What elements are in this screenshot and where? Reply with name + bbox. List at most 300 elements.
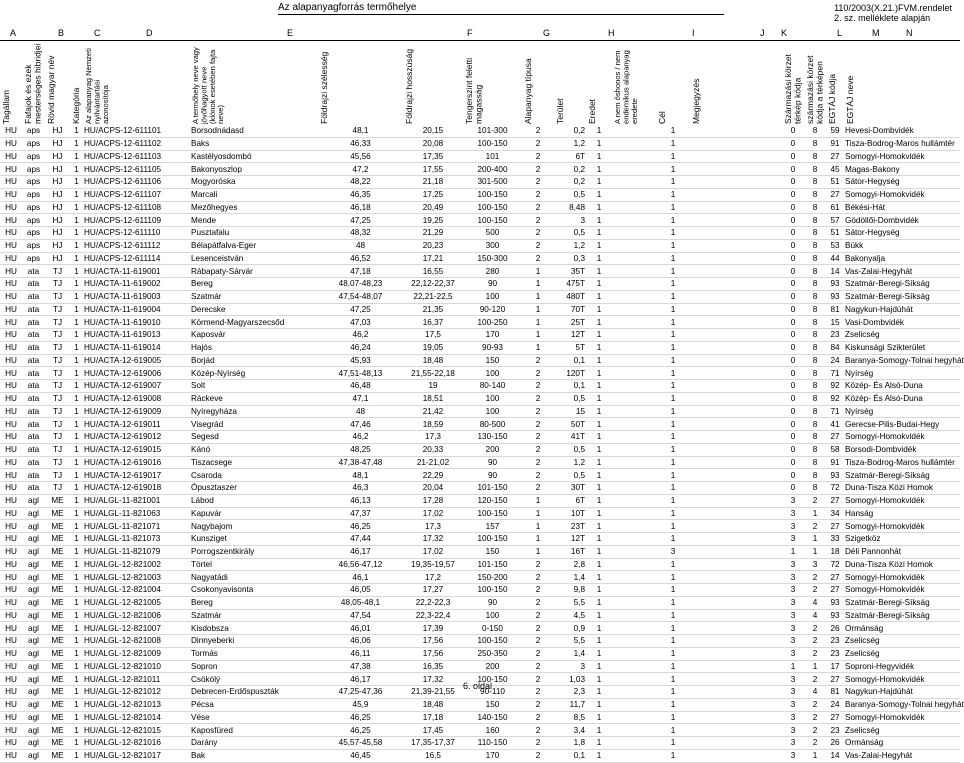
table-cell: 1 bbox=[586, 443, 612, 456]
table-cell: 2 bbox=[522, 201, 554, 214]
table-cell: ata bbox=[22, 278, 45, 291]
table-cell: TJ bbox=[45, 380, 70, 393]
table-cell: 2 bbox=[522, 584, 554, 597]
table-cell: 0 bbox=[782, 176, 804, 189]
table-cell: 17,27 bbox=[403, 584, 463, 597]
table-cell: 16,5 bbox=[403, 749, 463, 762]
table-cell: 24 bbox=[826, 354, 844, 367]
table-cell: 20,04 bbox=[403, 482, 463, 495]
table-cell: 0,2 bbox=[554, 176, 586, 189]
table-cell: 1 bbox=[586, 418, 612, 431]
table-cell: 21-21,02 bbox=[403, 456, 463, 469]
table-cell: 1 bbox=[70, 227, 83, 240]
column-letter-k: K bbox=[781, 28, 788, 38]
table-cell: Vas-Zalai-Hegyhát bbox=[844, 749, 960, 762]
table-cell: 47,25 bbox=[318, 303, 403, 316]
table-cell: 150 bbox=[463, 354, 522, 367]
table-cell: HU/ACPS-12-611110 bbox=[83, 227, 190, 240]
table-cell: Duna-Tisza Közi Homok bbox=[844, 558, 960, 571]
table-cell: 100-150 bbox=[463, 635, 522, 648]
table-cell: 475T bbox=[554, 278, 586, 291]
table-cell: Marcali bbox=[190, 188, 318, 201]
table-cell: 100-150 bbox=[463, 214, 522, 227]
table-cell: Somogyi-Homokvidék bbox=[844, 431, 960, 444]
table-row bbox=[0, 507, 960, 520]
table-cell: 4 bbox=[804, 609, 826, 622]
table-cell: HU bbox=[0, 354, 22, 367]
table-cell: HJ bbox=[45, 227, 70, 240]
table-cell: agl bbox=[22, 609, 45, 622]
table-cell: ME bbox=[45, 571, 70, 584]
table-cell: HU bbox=[0, 494, 22, 507]
table-cell: 26 bbox=[826, 737, 844, 750]
table-cell: 2 bbox=[522, 749, 554, 762]
table-cell: 1 bbox=[70, 749, 83, 762]
table-cell: 2 bbox=[522, 227, 554, 240]
table-cell: HU/ALGL-12-821015 bbox=[83, 724, 190, 737]
table-cell: 1 bbox=[70, 239, 83, 252]
table-cell: 2 bbox=[804, 520, 826, 533]
table-cell: 27 bbox=[826, 673, 844, 686]
table-cell: 1,2 bbox=[554, 456, 586, 469]
table-cell: 3 bbox=[554, 214, 586, 227]
table-cell bbox=[612, 482, 656, 495]
table-cell: 2 bbox=[522, 252, 554, 265]
table-cell bbox=[612, 494, 656, 507]
table-cell: 48,32 bbox=[318, 227, 403, 240]
table-cell: HU/ACPS-12-611114 bbox=[83, 252, 190, 265]
table-cell bbox=[690, 367, 782, 380]
table-cell: 1 bbox=[70, 533, 83, 546]
table-cell: 91 bbox=[826, 456, 844, 469]
table-cell: 200 bbox=[463, 660, 522, 673]
table-cell: Körmend-Magyarszecsőd bbox=[190, 316, 318, 329]
table-cell: Szatmár-Beregi-Síkság bbox=[844, 290, 960, 303]
table-cell: 0 bbox=[782, 469, 804, 482]
table-cell: Pusztafalu bbox=[190, 227, 318, 240]
table-cell bbox=[690, 520, 782, 533]
table-cell: 500 bbox=[463, 227, 522, 240]
table-cell: 2 bbox=[522, 686, 554, 699]
table-cell: 1 bbox=[586, 303, 612, 316]
table-cell: 3 bbox=[782, 686, 804, 699]
table-cell: agl bbox=[22, 622, 45, 635]
table-cell: Kapuvár bbox=[190, 507, 318, 520]
table-cell: HU/ALGL-12-821012 bbox=[83, 686, 190, 699]
table-cell: HU bbox=[0, 252, 22, 265]
table-cell: 17,32 bbox=[403, 533, 463, 546]
table-cell: 46,35 bbox=[318, 188, 403, 201]
table-cell bbox=[612, 405, 656, 418]
table-cell: HU/ACTA-12-619018 bbox=[83, 482, 190, 495]
table-cell: 0 bbox=[782, 456, 804, 469]
table-cell: Lesenceistván bbox=[190, 252, 318, 265]
table-cell: Pécsa bbox=[190, 698, 318, 711]
table-cell: 1 bbox=[70, 316, 83, 329]
table-cell: 46,52 bbox=[318, 252, 403, 265]
column-letter-e: E bbox=[287, 28, 294, 38]
table-cell: 1 bbox=[586, 456, 612, 469]
table-cell: HU bbox=[0, 533, 22, 546]
column-header-4: Kategória bbox=[71, 87, 81, 124]
table-cell: Ormánság bbox=[844, 737, 960, 750]
table-cell: ME bbox=[45, 507, 70, 520]
table-cell: 47,2 bbox=[318, 163, 403, 176]
table-cell: Nagybajom bbox=[190, 520, 318, 533]
table-cell: Ópusztaszer bbox=[190, 482, 318, 495]
table-cell: 1 bbox=[70, 303, 83, 316]
table-row bbox=[0, 724, 960, 737]
table-cell: 17,21 bbox=[403, 252, 463, 265]
table-cell: ata bbox=[22, 303, 45, 316]
table-cell: HJ bbox=[45, 239, 70, 252]
table-cell: 1 bbox=[656, 673, 690, 686]
table-cell: 1 bbox=[70, 354, 83, 367]
table-cell: 1 bbox=[656, 431, 690, 444]
table-cell: 46,45 bbox=[318, 749, 403, 762]
table-cell: HU/ACPS-12-611107 bbox=[83, 188, 190, 201]
table-cell: HU/ALGL-11-821079 bbox=[83, 545, 190, 558]
table-cell: ME bbox=[45, 698, 70, 711]
table-cell: 1 bbox=[656, 584, 690, 597]
table-cell: 81 bbox=[826, 303, 844, 316]
table-cell: 3 bbox=[656, 545, 690, 558]
table-cell: HU bbox=[0, 188, 22, 201]
table-cell: 18,48 bbox=[403, 698, 463, 711]
column-header-1: Tagállam bbox=[1, 89, 11, 124]
table-cell bbox=[612, 354, 656, 367]
table-cell bbox=[612, 341, 656, 354]
table-cell: Nyírség bbox=[844, 367, 960, 380]
table-cell: 1 bbox=[70, 214, 83, 227]
table-cell: HU bbox=[0, 520, 22, 533]
table-cell: TJ bbox=[45, 341, 70, 354]
table-cell: 9,8 bbox=[554, 584, 586, 597]
table-cell: Solt bbox=[190, 380, 318, 393]
table-cell bbox=[612, 125, 656, 137]
table-cell: Ormánság bbox=[844, 622, 960, 635]
table-cell: ata bbox=[22, 392, 45, 405]
table-cell: 41T bbox=[554, 431, 586, 444]
table-row bbox=[0, 265, 960, 278]
column-letter-i: I bbox=[692, 28, 695, 38]
table-cell: 8 bbox=[804, 354, 826, 367]
table-cell: 48 bbox=[318, 405, 403, 418]
table-cell: 2 bbox=[522, 188, 554, 201]
column-header-17: származási körzet kódja a térképen bbox=[805, 55, 825, 124]
table-cell: 8 bbox=[804, 405, 826, 418]
table-cell: 0 bbox=[782, 431, 804, 444]
table-row bbox=[0, 520, 960, 533]
table-cell: 1 bbox=[656, 558, 690, 571]
table-cell: 23 bbox=[826, 647, 844, 660]
table-cell: 46,24 bbox=[318, 341, 403, 354]
table-cell: 8,48 bbox=[554, 201, 586, 214]
table-cell: 18,48 bbox=[403, 354, 463, 367]
table-cell: 200 bbox=[463, 443, 522, 456]
table-cell: aps bbox=[22, 227, 45, 240]
table-cell bbox=[612, 456, 656, 469]
table-cell: 1 bbox=[586, 660, 612, 673]
table-cell: HU bbox=[0, 176, 22, 189]
table-cell: 47,25 bbox=[318, 214, 403, 227]
table-cell: 51 bbox=[826, 227, 844, 240]
table-cell: 130-150 bbox=[463, 431, 522, 444]
table-cell bbox=[612, 571, 656, 584]
table-cell: 91 bbox=[826, 137, 844, 150]
table-row bbox=[0, 227, 960, 240]
table-cell: 46,25 bbox=[318, 724, 403, 737]
table-cell: 1 bbox=[522, 290, 554, 303]
table-cell bbox=[690, 698, 782, 711]
table-cell: Vas-Zalai-Hegyhát bbox=[844, 265, 960, 278]
column-letter-g: G bbox=[543, 28, 551, 38]
table-cell: 27 bbox=[826, 571, 844, 584]
table-cell bbox=[690, 380, 782, 393]
table-cell: 100 bbox=[463, 290, 522, 303]
table-cell: 2 bbox=[522, 418, 554, 431]
table-cell: 47,54-48,07 bbox=[318, 290, 403, 303]
table-cell bbox=[690, 482, 782, 495]
table-cell: 2 bbox=[804, 622, 826, 635]
table-cell: 17,55 bbox=[403, 163, 463, 176]
table-cell: HU/ACPS-12-611105 bbox=[83, 163, 190, 176]
table-cell: Törtel bbox=[190, 558, 318, 571]
table-cell: 47,46 bbox=[318, 418, 403, 431]
table-cell: 2 bbox=[522, 698, 554, 711]
table-cell: 17,32 bbox=[403, 673, 463, 686]
table-cell bbox=[690, 418, 782, 431]
table-cell: 46,11 bbox=[318, 647, 403, 660]
table-cell bbox=[690, 316, 782, 329]
table-cell: agl bbox=[22, 647, 45, 660]
table-cell: 0 bbox=[782, 367, 804, 380]
table-cell bbox=[690, 494, 782, 507]
table-cell: 20,08 bbox=[403, 137, 463, 150]
table-row bbox=[0, 622, 960, 635]
table-cell: 20,49 bbox=[403, 201, 463, 214]
table-cell: 8 bbox=[804, 239, 826, 252]
table-cell: 6T bbox=[554, 150, 586, 163]
table-cell: 1 bbox=[656, 520, 690, 533]
table-cell: 90 bbox=[463, 456, 522, 469]
table-cell: 160 bbox=[463, 724, 522, 737]
table-cell: 1 bbox=[656, 507, 690, 520]
table-cell: 8 bbox=[804, 265, 826, 278]
table-cell: 6T bbox=[554, 494, 586, 507]
table-cell: 14 bbox=[826, 749, 844, 762]
table-cell: 1 bbox=[804, 507, 826, 520]
table-cell: 1 bbox=[70, 380, 83, 393]
table-cell: 120T bbox=[554, 367, 586, 380]
table-cell: 2 bbox=[522, 609, 554, 622]
table-cell: TJ bbox=[45, 405, 70, 418]
table-cell: Kastélyosdombó bbox=[190, 150, 318, 163]
table-cell: 27 bbox=[826, 711, 844, 724]
table-cell bbox=[690, 265, 782, 278]
table-cell: HU bbox=[0, 201, 22, 214]
table-cell: 17 bbox=[826, 660, 844, 673]
table-cell: 170 bbox=[463, 749, 522, 762]
table-cell: TJ bbox=[45, 469, 70, 482]
column-header-18: EGTÁJ kódja bbox=[827, 73, 837, 124]
table-cell: TJ bbox=[45, 367, 70, 380]
table-cell: 1 bbox=[656, 711, 690, 724]
table-cell: Bereg bbox=[190, 278, 318, 291]
column-letter-a: A bbox=[10, 28, 17, 38]
table-cell: agl bbox=[22, 545, 45, 558]
table-cell: HU bbox=[0, 418, 22, 431]
table-cell: 1 bbox=[70, 622, 83, 635]
table-cell: 0,1 bbox=[554, 749, 586, 762]
column-header-8: Földrajzi hosszúság bbox=[404, 48, 414, 124]
table-cell: Somogyi-Homokvidék bbox=[844, 188, 960, 201]
table-cell: 1 bbox=[656, 533, 690, 546]
table-cell: 1 bbox=[70, 150, 83, 163]
table-cell: 46,2 bbox=[318, 431, 403, 444]
table-cell: 100-150 bbox=[463, 673, 522, 686]
table-cell: ata bbox=[22, 456, 45, 469]
table-cell: 8 bbox=[804, 316, 826, 329]
table-cell: ata bbox=[22, 469, 45, 482]
table-cell: 46,13 bbox=[318, 494, 403, 507]
table-cell: ME bbox=[45, 596, 70, 609]
table-cell: 1 bbox=[70, 647, 83, 660]
table-cell: HU/ACTA-12-619016 bbox=[83, 456, 190, 469]
table-cell: aps bbox=[22, 125, 45, 137]
table-cell: 2 bbox=[804, 571, 826, 584]
table-cell: HU bbox=[0, 163, 22, 176]
table-cell: Somogyi-Homokvidék bbox=[844, 584, 960, 597]
table-cell: HU bbox=[0, 405, 22, 418]
table-cell: ME bbox=[45, 533, 70, 546]
table-cell: 1 bbox=[804, 749, 826, 762]
table-cell: 72 bbox=[826, 482, 844, 495]
table-cell: Somogyi-Homokvidék bbox=[844, 673, 960, 686]
table-cell: Hanság bbox=[844, 507, 960, 520]
table-cell: HU/ACTA-11-619003 bbox=[83, 290, 190, 303]
table-cell: 48,05-48,1 bbox=[318, 596, 403, 609]
table-cell: aps bbox=[22, 137, 45, 150]
table-cell: 1 bbox=[586, 201, 612, 214]
table-cell: 1 bbox=[586, 686, 612, 699]
table-cell: 23 bbox=[826, 329, 844, 342]
table-cell: Békési-Hát bbox=[844, 201, 960, 214]
table-cell: 1 bbox=[70, 456, 83, 469]
table-cell: 27 bbox=[826, 520, 844, 533]
table-cell: 1 bbox=[70, 252, 83, 265]
table-cell: HU/ALGL-12-821017 bbox=[83, 749, 190, 762]
table-cell: 140-150 bbox=[463, 711, 522, 724]
table-row bbox=[0, 584, 960, 597]
table-cell: 8 bbox=[804, 469, 826, 482]
table-cell: 1 bbox=[522, 329, 554, 342]
table-cell bbox=[690, 214, 782, 227]
table-row bbox=[0, 239, 960, 252]
table-row bbox=[0, 125, 960, 137]
table-row bbox=[0, 609, 960, 622]
table-cell: 1 bbox=[782, 545, 804, 558]
table-cell: 2 bbox=[522, 482, 554, 495]
table-cell: Vasi-Dombvidék bbox=[844, 316, 960, 329]
table-cell: 1,4 bbox=[554, 571, 586, 584]
table-cell: Kiskunsági Szikterület bbox=[844, 341, 960, 354]
table-row bbox=[0, 278, 960, 291]
table-cell: 8 bbox=[804, 150, 826, 163]
table-cell: 100 bbox=[463, 609, 522, 622]
table-cell: 8 bbox=[804, 482, 826, 495]
table-cell: 2 bbox=[522, 443, 554, 456]
table-cell: HU bbox=[0, 125, 22, 137]
table-cell: TJ bbox=[45, 418, 70, 431]
table-cell: 1 bbox=[656, 201, 690, 214]
table-cell: 1 bbox=[70, 341, 83, 354]
table-cell: 2 bbox=[522, 137, 554, 150]
table-cell: Tisza-Bodrog-Maros hullámtér bbox=[844, 456, 960, 469]
table-cell: 1 bbox=[656, 494, 690, 507]
table-cell bbox=[690, 188, 782, 201]
table-cell: 1 bbox=[804, 545, 826, 558]
table-row bbox=[0, 367, 960, 380]
doc-ref-line1: 110/2003(X.21.)FVM.rendelet bbox=[834, 3, 952, 13]
table-cell: TJ bbox=[45, 431, 70, 444]
table-cell: HU bbox=[0, 239, 22, 252]
table-cell: 1 bbox=[70, 698, 83, 711]
table-cell bbox=[612, 201, 656, 214]
table-cell: 1 bbox=[70, 482, 83, 495]
table-cell: 3 bbox=[782, 533, 804, 546]
table-cell: 19,05 bbox=[403, 341, 463, 354]
table-cell: Duna-Tisza Közi Homok bbox=[844, 482, 960, 495]
table-cell bbox=[612, 290, 656, 303]
table-cell: HU bbox=[0, 392, 22, 405]
table-cell: HU/ACTA-12-619007 bbox=[83, 380, 190, 393]
table-cell: 8 bbox=[804, 418, 826, 431]
table-cell: 47,37 bbox=[318, 507, 403, 520]
table-cell: ME bbox=[45, 584, 70, 597]
top-title-underline bbox=[278, 14, 724, 15]
table-cell: 16T bbox=[554, 545, 586, 558]
table-cell: Mogyoróska bbox=[190, 176, 318, 189]
table-cell: 27 bbox=[826, 584, 844, 597]
table-cell: 1 bbox=[586, 137, 612, 150]
table-cell: 46,25 bbox=[318, 711, 403, 724]
table-row bbox=[0, 137, 960, 150]
table-cell: Zselicség bbox=[844, 647, 960, 660]
table-cell: ata bbox=[22, 418, 45, 431]
table-cell: Bükk bbox=[844, 239, 960, 252]
table-cell: 8 bbox=[804, 201, 826, 214]
table-cell: HU/ALGL-12-821014 bbox=[83, 711, 190, 724]
table-cell: 100-150 bbox=[463, 533, 522, 546]
table-cell: 90 bbox=[463, 596, 522, 609]
table-cell: 51 bbox=[826, 176, 844, 189]
table-row bbox=[0, 558, 960, 571]
table-cell: 46,56-47,12 bbox=[318, 558, 403, 571]
table-cell: HU bbox=[0, 749, 22, 762]
table-cell: 1 bbox=[522, 316, 554, 329]
table-cell: HU bbox=[0, 380, 22, 393]
table-cell: HU/ACPS-12-611101 bbox=[83, 125, 190, 137]
table-cell: 1 bbox=[586, 469, 612, 482]
table-cell: 2 bbox=[522, 647, 554, 660]
table-cell: 23 bbox=[826, 724, 844, 737]
table-cell: Hajós bbox=[190, 341, 318, 354]
table-cell: 1 bbox=[70, 609, 83, 622]
table-cell: 20,33 bbox=[403, 443, 463, 456]
table-cell: 100-150 bbox=[463, 584, 522, 597]
table-cell: 17,35-17,37 bbox=[403, 737, 463, 750]
